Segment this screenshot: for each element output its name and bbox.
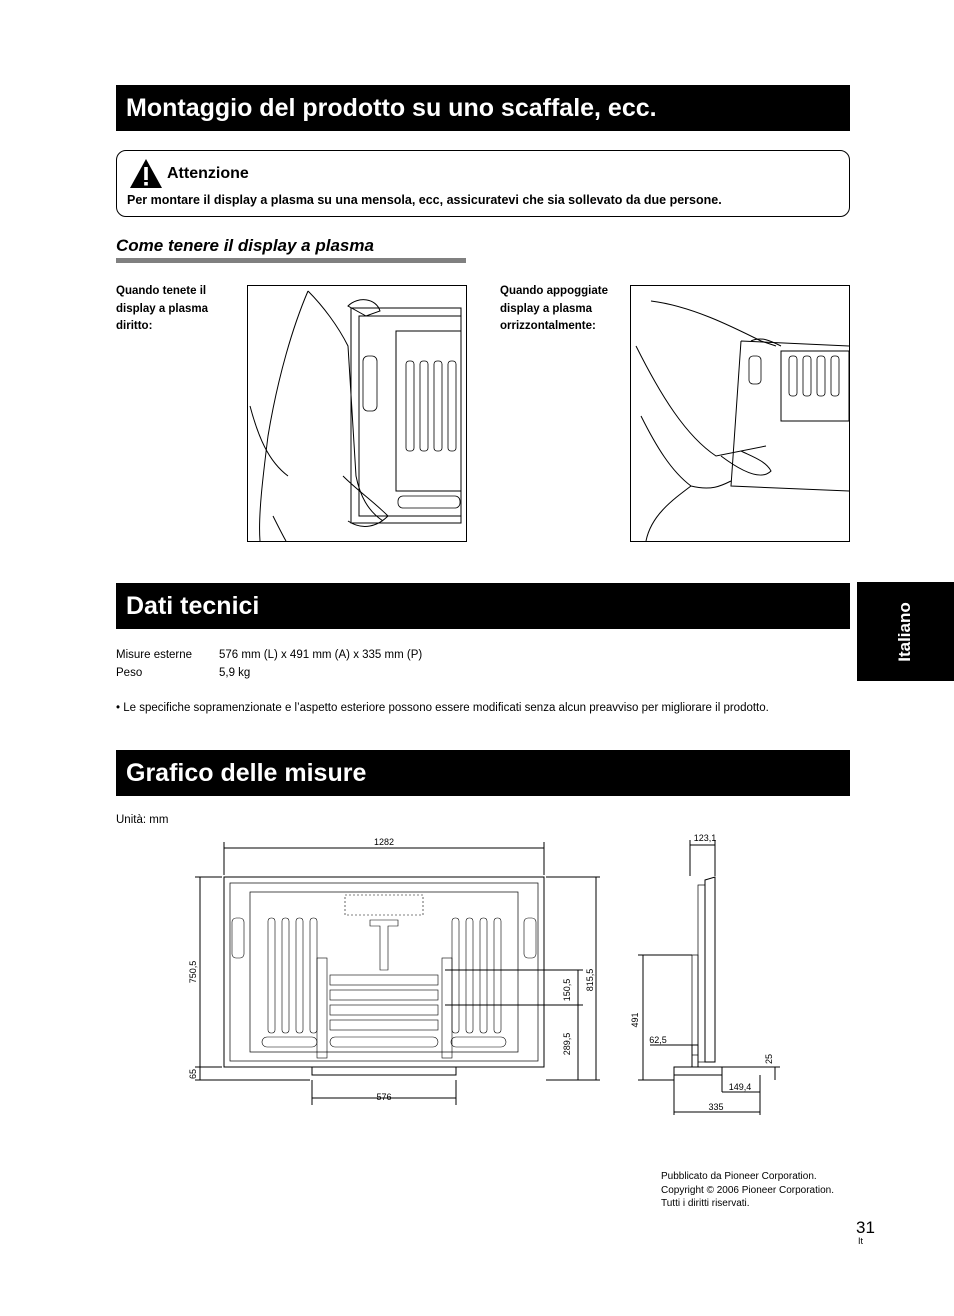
publisher-info (661, 1170, 834, 1211)
caution-title: Attenzione (167, 165, 249, 182)
section-title-specs: Dati tecnici (116, 583, 850, 629)
dim-width: 1282 (373, 837, 395, 847)
upright-caption: Quando tenete il display a plasma diritto: (116, 285, 209, 332)
dim-side-d4: 335 (708, 1102, 724, 1112)
dim-bottom-offset: 65 (188, 1068, 198, 1080)
horizontal-holding-illustration (630, 285, 850, 542)
rights-line: Tutti i diritti riservati. (661, 1198, 750, 1209)
caution-text: Per montare il display a plasma su una mensola, ecc, assicuratevi che sia sollevato da due persone. (127, 193, 722, 207)
dim-side-height: 491 (630, 1012, 640, 1028)
spec-label-dimensions: Misure esterne (116, 649, 193, 661)
language-tab-label: Italiano (895, 602, 914, 662)
section-title-mounting: Montaggio del prodotto su uno scaffale, ecc. (116, 85, 850, 131)
dim-stand-width: 576 (376, 1092, 392, 1102)
dim-h1: 150,5 (562, 978, 572, 1002)
dim-side-d2: 25 (764, 1053, 774, 1065)
dim-side-d3: 149,4 (728, 1082, 752, 1092)
page-number: 31 (856, 1218, 875, 1237)
horizontal-caption: Quando appoggiate display a plasma orrizzontalmente: (500, 285, 608, 332)
dim-height-total: 750,5 (188, 960, 198, 984)
copyright-line: Copyright © 2006 Pioneer Corporation. (661, 1184, 835, 1196)
dim-h3: 289,5 (562, 1032, 572, 1056)
caution-box (116, 150, 850, 217)
front-view-frame (224, 877, 544, 1067)
dim-side-d1: 62,5 (649, 1035, 667, 1045)
section-title-dimensions: Grafico delle misure (116, 750, 850, 796)
dim-h2: 815,5 (585, 968, 595, 992)
handling-subtitle: Come tenere il display a plasma (116, 236, 466, 263)
spec-value-weight: 5,9 kg (219, 667, 251, 679)
language-tab (857, 582, 954, 681)
spec-label-weight: Peso (116, 667, 143, 679)
page-language: It (858, 1236, 864, 1246)
unit-label: Unità: mm (116, 814, 169, 826)
spec-value-dimensions: 576 mm (L) x 491 mm (A) x 335 mm (P) (219, 649, 423, 661)
publisher-line: Pubblicato da Pioneer Corporation. (661, 1171, 817, 1182)
dim-side-top: 123,1 (693, 833, 717, 843)
dimension-drawing (180, 830, 790, 1120)
spec-note: • Le specifiche sopramenzionate e l’aspetto esteriore possono essere modificati senza alcun preavviso per migliorare il prodotto. (116, 702, 769, 714)
upright-holding-illustration (247, 285, 467, 542)
warning-triangle-icon (129, 158, 163, 189)
